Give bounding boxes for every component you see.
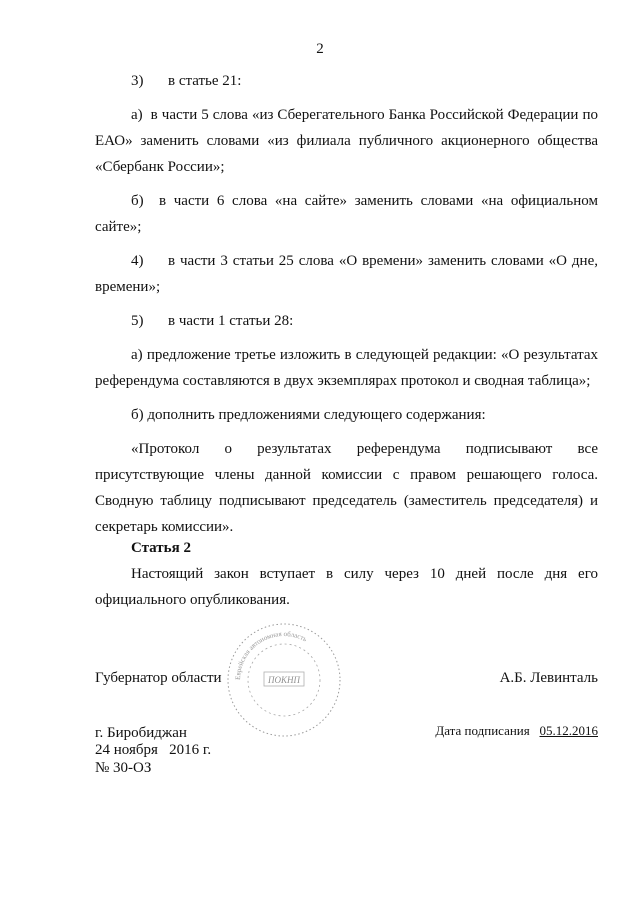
paragraph-text: б) в части 6 слова «на сайте» заменить словами «на официальном сайте»; bbox=[95, 193, 598, 235]
governor-name: А.Б. Левинталь bbox=[499, 670, 598, 686]
item-number: 5) bbox=[131, 313, 144, 329]
paragraph-text: а) предложение третье изложить в следующей редакции: «О результатах референдума составляются в двух экземплярах протокол и сводная таблица»; bbox=[95, 347, 598, 389]
law-number: № 30-ОЗ bbox=[95, 760, 152, 776]
article-2-heading: Статья 2 bbox=[131, 540, 191, 556]
paragraph-text: б) дополнить предложениями следующего содержания: bbox=[131, 407, 486, 423]
item-number: 4) bbox=[131, 253, 144, 269]
paragraph-text: «Протокол о результатах референдума подписывают все присутствующие члены данной комиссии с правом решающего голоса. Сводную таблицу подписывают председатель (заместитель председателя) и секретарь комиссии». bbox=[95, 441, 598, 535]
law-date: 24 ноября 2016 г. bbox=[95, 742, 212, 758]
paragraph-text: а) в части 5 слова «из Сберегательного Банка Российской Федерации по ЕАО» заменить словами «из филиала публичного акционерного общества «Сбербанк России»; bbox=[95, 107, 598, 175]
signing-date-value: 05.12.2016 bbox=[539, 723, 598, 738]
governor-position: Губернатор области bbox=[95, 670, 222, 686]
signing-date-line bbox=[435, 718, 598, 744]
paragraph-8 bbox=[95, 436, 598, 540]
signing-date-label: Дата подписания bbox=[435, 723, 530, 738]
paragraph-7 bbox=[95, 402, 598, 428]
paragraph-text: в части 1 статьи 28: bbox=[168, 313, 294, 329]
official-seal-icon bbox=[222, 618, 346, 742]
svg-text:Еврейская автономная область bbox=[234, 630, 308, 680]
paragraph-4 bbox=[95, 248, 598, 300]
seal-center-text: ПОКНП bbox=[268, 675, 300, 685]
paragraph-5 bbox=[95, 308, 598, 334]
paragraph-2 bbox=[95, 102, 598, 180]
amendments-body bbox=[95, 68, 598, 548]
city: г. Биробиджан bbox=[95, 725, 187, 741]
paragraph-3 bbox=[95, 188, 598, 240]
item-number: 3) bbox=[131, 73, 144, 89]
paragraph-text: в части 3 статьи 25 слова «О времени» заменить словами «О дне, времени»; bbox=[95, 253, 598, 295]
paragraph-1 bbox=[95, 68, 598, 94]
paragraph-text: в статье 21: bbox=[168, 73, 242, 89]
paragraph-6 bbox=[95, 342, 598, 394]
article-2-text: Настоящий закон вступает в силу через 10 дней после дня его официального опубликования. bbox=[95, 566, 598, 608]
seal-ring-text: Еврейская автономная область bbox=[233, 629, 309, 681]
page-number: 2 bbox=[316, 41, 324, 57]
